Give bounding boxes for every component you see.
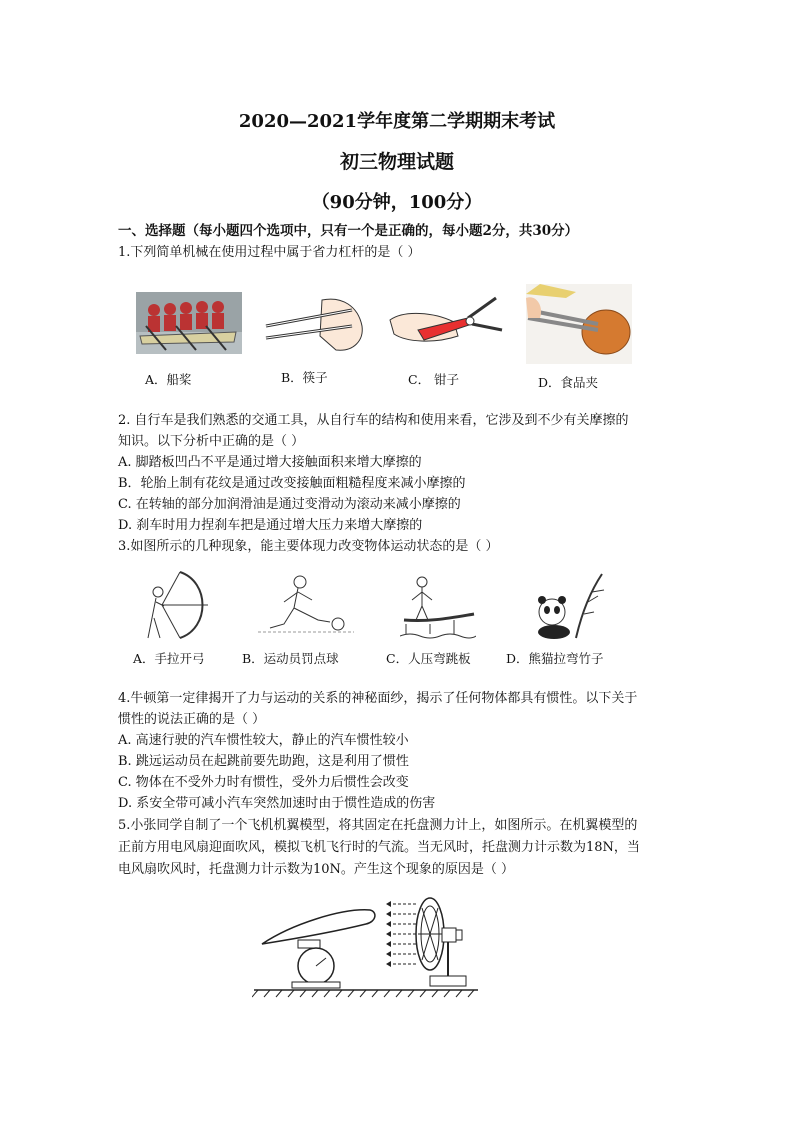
q5-stem-line2: 正前方用电风扇迎面吹风，模拟飞机飞行时的气流。当无风时，托盘测力计示数为18N，当 [118,840,640,855]
q5-stem-line3: 电风扇吹风时，托盘测力计示数为10N。产生这个现象的原因是（ ） [118,862,515,877]
section-heading: 一、选择题（每小题四个选项中，只有一个是正确的，每小题2分，共30分） [118,223,579,239]
penalty-kick-drawing [258,572,354,638]
q3-stem: 3.如图所示的几种现象，能主要体现力改变物体运动状态的是（ ） [118,539,499,554]
q1-caption-b: B．筷子 [281,370,328,385]
q3-caption-c: C．人压弯跳板 [386,651,471,666]
q1-caption-d: D．食品夹 [538,375,599,390]
q5-stem-line1: 5.小张同学自制了一个飞机机翼模型，将其固定在托盘测力计上，如图所示。在机翼模型的 [118,818,638,833]
q2-stem-line2: 知识。以下分析中正确的是（ ） [118,434,305,449]
q4-stem-line2: 惯性的说法正确的是（ ） [118,712,266,727]
q4-option-d: D. 系安全带可减小汽车突然加速时由于惯性造成的伤害 [118,796,436,811]
pliers-image [384,290,508,354]
q3-caption-d: D．熊猫拉弯竹子 [506,651,604,666]
time-score: （90分钟，100分） [311,192,483,213]
q4-option-a: A. 高速行驶的汽车惯性较大，静止的汽车惯性较小 [118,733,409,748]
subject-title: 初三物理试题 [339,151,454,173]
q2-stem-line1: 2. 自行车是我们熟悉的交通工具，从自行车的结构和使用来看，它涉及到不少有关摩擦的 [118,413,629,428]
wing-fan-diagram [252,896,482,998]
q4-option-c: C. 物体在不受外力时有惯性，受外力后惯性会改变 [118,775,409,790]
q4-option-b: B. 跳远运动员在起跳前要先助跑，这是利用了惯性 [118,754,409,769]
q2-option-a: A. 脚踏板凹凸不平是通过增大接触面积来增大摩擦的 [118,455,422,470]
q1-caption-a: A．船桨 [145,372,192,387]
diving-board-drawing [400,574,476,640]
q2-option-b: B．轮胎上制有花纹是通过改变接触面粗糙程度来减小摩擦的 [118,476,466,491]
q4-stem-line1: 4.牛顿第一定律揭开了力与运动的关系的神秘面纱，揭示了任何物体都具有惯性。以下关于 [118,691,638,706]
bow-drawing [142,568,212,642]
q2-option-c: C. 在转轴的部分加润滑油是通过变滑动为滚动来减小摩擦的 [118,497,461,512]
exam-title: 2020—2021学年度第二学期期末考试 [238,111,556,132]
q3-caption-b: B．运动员罚点球 [242,651,339,666]
chopsticks-image [262,296,366,354]
q2-option-d: D. 刹车时用力捏刹车把是通过增大压力来增大摩擦的 [118,518,423,533]
food-tongs-image [526,284,632,364]
q1-stem: 1.下列简单机械在使用过程中属于省力杠杆的是（ ） [118,245,421,260]
q1-caption-c: C． 钳子 [408,372,460,387]
q3-caption-a: A．手拉开弓 [133,651,205,666]
rowing-boat-image [136,292,242,354]
panda-bamboo-drawing [532,572,606,640]
